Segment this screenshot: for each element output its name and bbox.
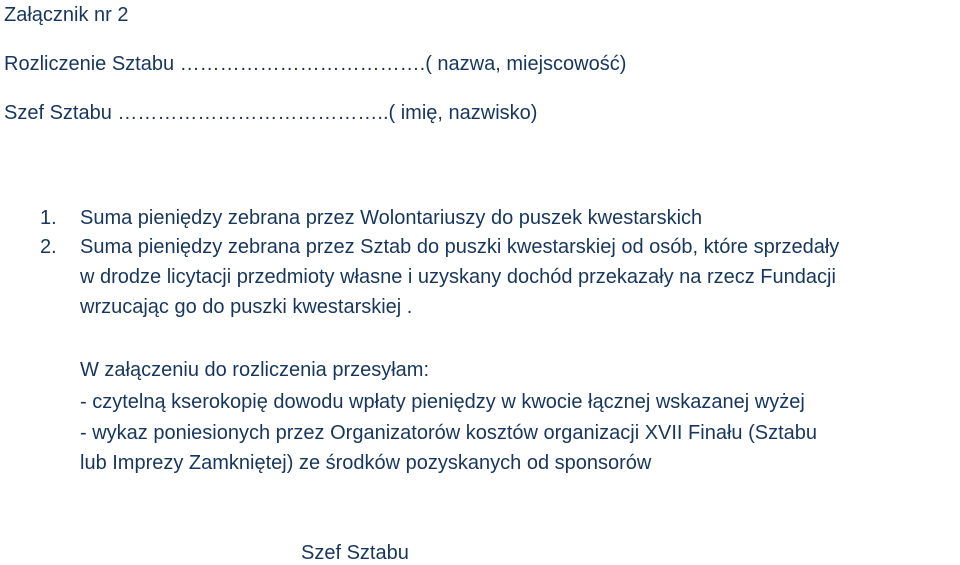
settlement-field: Rozliczenie Sztabu ……………………………….( nazwa, miejscowość) (4, 53, 627, 75)
paragraph-line: - wykaz poniesionych przez Organizatorów kosztów organizacji XVII Finału (Sztabu (80, 422, 817, 444)
head-field: Szef Sztabu …………………………………..( imię, nazwisko) (4, 102, 538, 124)
list-item-text: w drodze licytacji przedmioty własne i uzyskany dochód przekazały na rzecz Fundacji (80, 266, 836, 288)
paragraph-line: W załączeniu do rozliczenia przesyłam: (80, 359, 430, 381)
list-item-number: 2. (40, 236, 57, 258)
paragraph-line: lub Imprezy Zamkniętej) ze środków pozyskanych od sponsorów (80, 452, 652, 474)
attachment-title: Załącznik nr 2 (4, 4, 129, 26)
list-item-text: Suma pieniędzy zebrana przez Sztab do puszki kwestarskiej od osób, które sprzedały (80, 236, 840, 258)
list-item-text: Suma pieniędzy zebrana przez Wolontariuszy do puszek kwestarskich (80, 207, 703, 229)
list-item-number: 1. (40, 207, 57, 229)
signature-label: Szef Sztabu (301, 542, 409, 564)
paragraph-line: - czytelną kserokopię dowodu wpłaty pieniędzy w kwocie łącznej wskazanej wyżej (80, 391, 805, 413)
list-item-text: wrzucając go do puszki kwestarskiej . (80, 296, 413, 318)
